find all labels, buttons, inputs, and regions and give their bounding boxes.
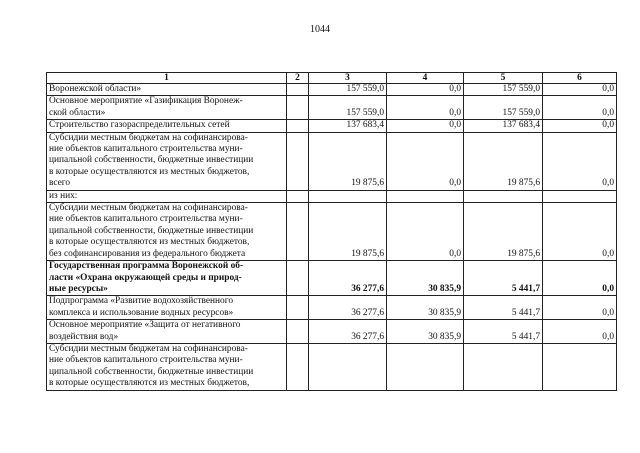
row-total: 36 277,6 xyxy=(309,296,387,320)
description-line: комплекса и использование водных ресурсов» xyxy=(49,307,234,318)
row-description xyxy=(47,84,287,96)
description-line: ласти «Охрана окружающей среды и природ- xyxy=(49,272,242,283)
description-line: Субсидии местным бюджетам на софинансирова- xyxy=(49,343,248,354)
page-number: 1044 xyxy=(310,24,330,35)
row-other: 0,0 xyxy=(543,132,617,190)
row-total: 36 277,6 xyxy=(309,320,387,344)
row-total: 137 683,4 xyxy=(309,120,387,132)
description-line: ципальной собственности, бюджетные инвестиции xyxy=(49,366,254,377)
row-total: 157 559,0 xyxy=(309,84,387,96)
row-federal: 30 835,9 xyxy=(387,320,464,344)
description-line: Строительство газораспределительных сетей xyxy=(49,120,230,131)
table-row xyxy=(47,203,617,261)
table-body xyxy=(47,84,617,391)
header-col-6: 6 xyxy=(543,73,617,84)
row-total: 19 875,6 xyxy=(309,132,387,190)
row-other xyxy=(543,343,617,390)
table-row xyxy=(47,343,617,390)
row-code xyxy=(287,96,309,120)
row-federal xyxy=(387,190,464,202)
budget-table xyxy=(46,72,617,391)
description-line: ные ресурсы» xyxy=(49,283,108,294)
description-line: ние объектов капитального строительства муни- xyxy=(49,214,243,225)
row-code xyxy=(287,343,309,390)
row-code xyxy=(287,203,309,261)
row-code xyxy=(287,261,309,296)
description-line: в которые осуществляются из местных бюджетов, xyxy=(49,378,250,389)
description-line: Основное мероприятие «Защита от негативного xyxy=(49,320,241,331)
row-regional xyxy=(464,343,543,390)
description-line: в которые осуществляются из местных бюджетов, xyxy=(49,237,250,248)
description-line: Субсидии местным бюджетам на софинансирова- xyxy=(49,132,248,143)
row-total: 157 559,0 xyxy=(309,96,387,120)
table-row xyxy=(47,296,617,320)
row-code xyxy=(287,120,309,132)
row-total xyxy=(309,190,387,202)
row-federal xyxy=(387,343,464,390)
row-description xyxy=(47,343,287,390)
row-description xyxy=(47,261,287,296)
row-code xyxy=(287,132,309,190)
row-regional: 157 559,0 xyxy=(464,84,543,96)
row-federal: 0,0 xyxy=(387,120,464,132)
row-regional: 19 875,6 xyxy=(464,132,543,190)
description-line: ципальной собственности, бюджетные инвестиции xyxy=(49,155,254,166)
row-description xyxy=(47,190,287,202)
description-line: ской области» xyxy=(49,107,106,118)
row-total: 19 875,6 xyxy=(309,203,387,261)
description-line: ципальной собственности, бюджетные инвестиции xyxy=(49,225,254,236)
row-other: 0,0 xyxy=(543,261,617,296)
table-row xyxy=(47,84,617,96)
row-description xyxy=(47,120,287,132)
header-col-4: 4 xyxy=(387,73,464,84)
row-federal: 0,0 xyxy=(387,203,464,261)
row-other: 0,0 xyxy=(543,96,617,120)
table-row xyxy=(47,190,617,202)
row-description xyxy=(47,296,287,320)
description-line: ние объектов капитального строительства муни- xyxy=(49,144,243,155)
table-row xyxy=(47,261,617,296)
row-description xyxy=(47,132,287,190)
header-col-5: 5 xyxy=(464,73,543,84)
row-federal: 0,0 xyxy=(387,132,464,190)
row-federal: 30 835,9 xyxy=(387,296,464,320)
row-regional xyxy=(464,190,543,202)
row-other: 0,0 xyxy=(543,120,617,132)
row-total: 36 277,6 xyxy=(309,261,387,296)
row-other: 0,0 xyxy=(543,320,617,344)
row-regional: 5 441,7 xyxy=(464,296,543,320)
row-regional: 5 441,7 xyxy=(464,320,543,344)
description-line: Субсидии местным бюджетам на софинансирова- xyxy=(49,203,248,214)
row-regional: 137 683,4 xyxy=(464,120,543,132)
table-row xyxy=(47,96,617,120)
row-federal: 0,0 xyxy=(387,84,464,96)
description-line: всего xyxy=(49,178,71,189)
row-federal: 0,0 xyxy=(387,96,464,120)
table-row xyxy=(47,132,617,190)
row-other: 0,0 xyxy=(543,84,617,96)
description-line: Воронежской области» xyxy=(49,84,142,94)
header-col-3: 3 xyxy=(309,73,387,84)
row-other xyxy=(543,190,617,202)
row-federal: 30 835,9 xyxy=(387,261,464,296)
row-code xyxy=(287,296,309,320)
table-row xyxy=(47,120,617,132)
row-regional: 157 559,0 xyxy=(464,96,543,120)
header-col-1: 1 xyxy=(47,73,287,84)
description-line: из них: xyxy=(49,190,78,201)
row-regional: 5 441,7 xyxy=(464,261,543,296)
description-line: воздействия вод» xyxy=(49,331,119,342)
row-code xyxy=(287,84,309,96)
description-line: Основное мероприятие «Газификация Воронеж- xyxy=(49,96,243,107)
row-total xyxy=(309,343,387,390)
row-description xyxy=(47,203,287,261)
row-other: 0,0 xyxy=(543,296,617,320)
description-line: ние объектов капитального строительства муни- xyxy=(49,355,243,366)
row-code xyxy=(287,320,309,344)
description-line: Подпрограмма «Развитие водохозяйственного xyxy=(49,296,234,307)
row-other: 0,0 xyxy=(543,203,617,261)
row-description xyxy=(47,320,287,344)
row-code xyxy=(287,190,309,202)
table-row xyxy=(47,320,617,344)
description-line: без софинансирования из федерального бюджета xyxy=(49,248,246,259)
header-col-2: 2 xyxy=(287,73,309,84)
row-description xyxy=(47,96,287,120)
row-regional: 19 875,6 xyxy=(464,203,543,261)
description-line: Государственная программа Воронежской об- xyxy=(49,261,244,272)
header-row xyxy=(47,73,617,84)
description-line: в которые осуществляются из местных бюджетов, xyxy=(49,166,250,177)
